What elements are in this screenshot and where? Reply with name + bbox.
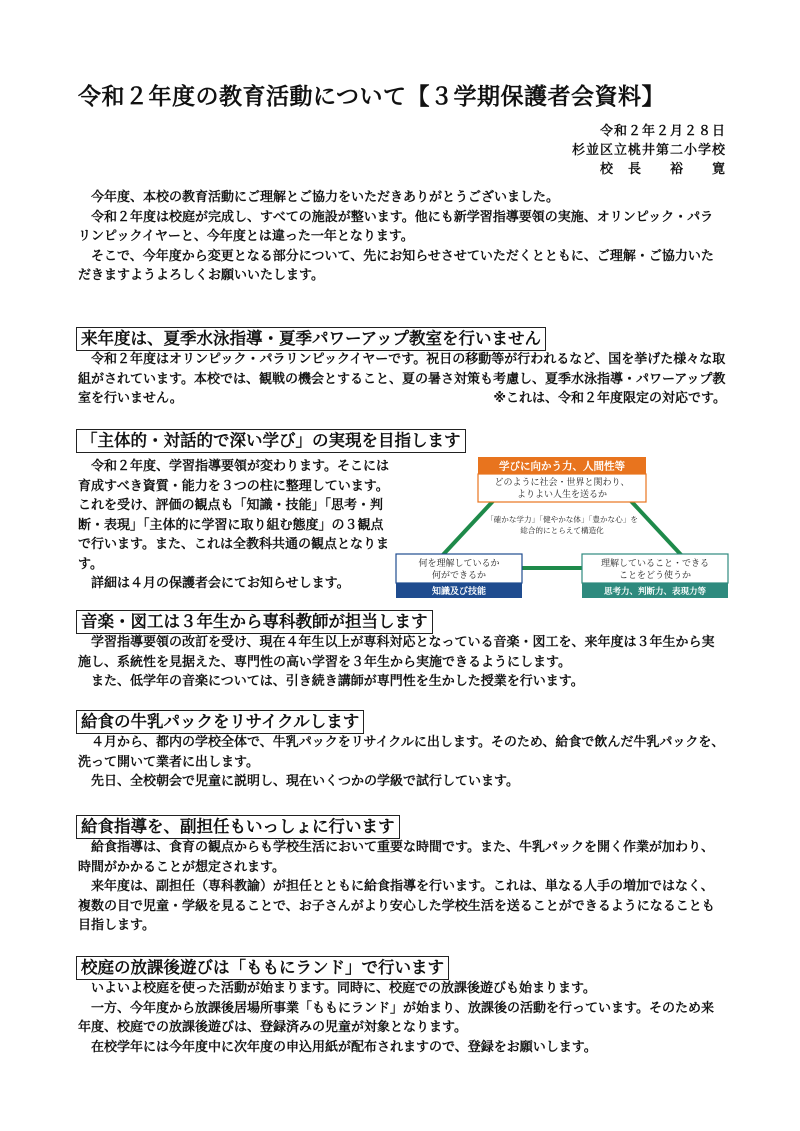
section-body-afterschool	[78, 979, 726, 1057]
page-title: 令和２年度の教育活動について【３学期保護者会資料】	[78, 84, 666, 110]
section-paragraph: 令和２年度はオリンピック・パラリンピックイヤーです。祝日の移動等が行われるなど、国を挙げた様々な取組がされています。本校では、観戦の機会とすること、夏の暑さ対策も考慮し、夏季水泳指導・パワーアップ教室を行いません。 ※これは、令和２年度限定の対応です。	[78, 350, 726, 409]
section-heading-music-art: 音楽・図工は３年生から専科教師が担当します	[76, 610, 433, 634]
document-meta	[572, 122, 726, 179]
intro-paragraph: 今年度、本校の教育活動にご理解とご協力をいただきありがとうございました。	[91, 190, 560, 205]
left-text: 何を理解しているか	[418, 559, 500, 569]
right-text: ことをどう使うか	[618, 571, 692, 581]
section-heading-milk-recycle: 給食の牛乳パックをリサイクルします	[76, 710, 364, 734]
right-text: 理解していること・できる	[600, 559, 710, 569]
left-text: 何ができるか	[431, 571, 487, 581]
section-paragraph: 来年度は、副担任（専科教諭）が担任とともに給食指導を行います。これは、単なる人手の増加ではなく、複数の目で児童・学級を見ることで、お子さんがより安心した学校生活を送ることができるようになることも目指します。	[78, 879, 715, 933]
top-text: よりよい人生を送るか	[516, 490, 608, 500]
section-paragraph: また、低学年の音楽については、引き続き講師が専門性を生かした授業を行います。	[91, 674, 584, 689]
top-header-label: 学びに向かう力、人間性等	[499, 460, 625, 473]
section-heading-swimming: 来年度は、夏季水泳指導・夏季パワーアップ教室を行いません	[76, 327, 546, 351]
section-heading-lunch-guidance: 給食指導を、副担任もいっしょに行います	[76, 815, 400, 839]
center-text: 「確かな学力」「健やかな体」「豊かな心」を	[486, 515, 638, 524]
section-paragraph: 先日、全校朝会で児童に説明し、現在いくつかの学級で試行しています。	[91, 774, 519, 789]
connector-line	[630, 500, 684, 558]
section-paragraph: 一方、今年度から放課後居場所事業「ももにランド」が始まり、放課後の活動を行っています。そのため来年度、校庭での放課後遊びは、登録済みの児童が対象となります。	[78, 1000, 714, 1035]
section-paragraph: 給食指導は、食育の観点からも学校生活において重要な時間です。また、牛乳パックを開く作業が加わり、時間がかかることが想定されます。	[78, 840, 714, 875]
section-heading-learning: 「主体的・対話的で深い学び」の実現を目指します	[76, 429, 466, 453]
intro-paragraph: そこで、今年度から変更となる部分について、先にお知らせさせていただくとともに、ご理解・ご協力いただきますようよろしくお願いいたします。	[78, 248, 714, 283]
document-date: 令和２年２月２８日	[599, 124, 726, 139]
top-text: どのように社会・世界と関わり、	[494, 478, 630, 488]
center-text: 総合的にとらえて構造化	[520, 526, 604, 535]
section-body-music-art	[78, 633, 726, 692]
right-footer-label: 思考力、判断力、表現力等	[603, 587, 707, 597]
principal-name: 校 長 裕 寛	[599, 162, 726, 177]
intro-paragraph: 令和２年度は校庭が完成し、すべての施設が整います。他にも新学習指導要領の実施、オリンピック・パラリンピックイヤーと、今年度とは違った一年となります。	[78, 209, 714, 244]
section-paragraph: 詳細は４月の保護者会にてお知らせします。	[91, 576, 350, 591]
section-heading-afterschool: 校庭の放課後遊びは「ももにランド」で行います	[76, 956, 449, 980]
section-body-milk-recycle	[78, 733, 726, 792]
section-note: ※これは、令和２年度限定の対応です。	[493, 391, 726, 406]
section-paragraph: 在校学年には今年度中に次年度の申込用紙が配布されますので、登録をお願いします。	[91, 1039, 597, 1055]
section-body-swimming	[78, 350, 726, 409]
section-body-lunch-guidance	[78, 838, 726, 936]
section-paragraph: いよいよ校庭を使った活動が始まります。同時に、校庭での放課後遊びも始まります。	[91, 981, 596, 996]
school-name: 杉並区立桃井第二小学校	[571, 143, 726, 158]
section-body-learning	[78, 457, 390, 594]
section-paragraph: 令和２年度、学習指導要領が変わります。そこには育成すべき資質・能力を３つの柱に整理しています。これを受け、評価の観点も「知識・技能」「思考・判断・表現」「主体的に学習に取り組む態度」の３観点で行います。また、これは全教科共通の観点となります。	[78, 459, 389, 572]
connector-line	[440, 500, 494, 558]
section-paragraph: 学習指導要領の改訂を受け、現在４年生以上が専科対応となっている音楽・図工を、来年度は３年生から実施し、系統性を見据えた、専門性の高い学習を３年生から実施できるようにします。	[78, 635, 715, 670]
section-paragraph: ４月から、都内の学校全体で、牛乳パックをリサイクルに出します。そのため、給食で飲んだ牛乳パックを、洗って開いて業者に出します。	[78, 735, 725, 770]
intro-block	[78, 188, 726, 286]
left-footer-label: 知識及び技能	[431, 587, 487, 597]
three-pillars-diagram	[394, 454, 730, 604]
